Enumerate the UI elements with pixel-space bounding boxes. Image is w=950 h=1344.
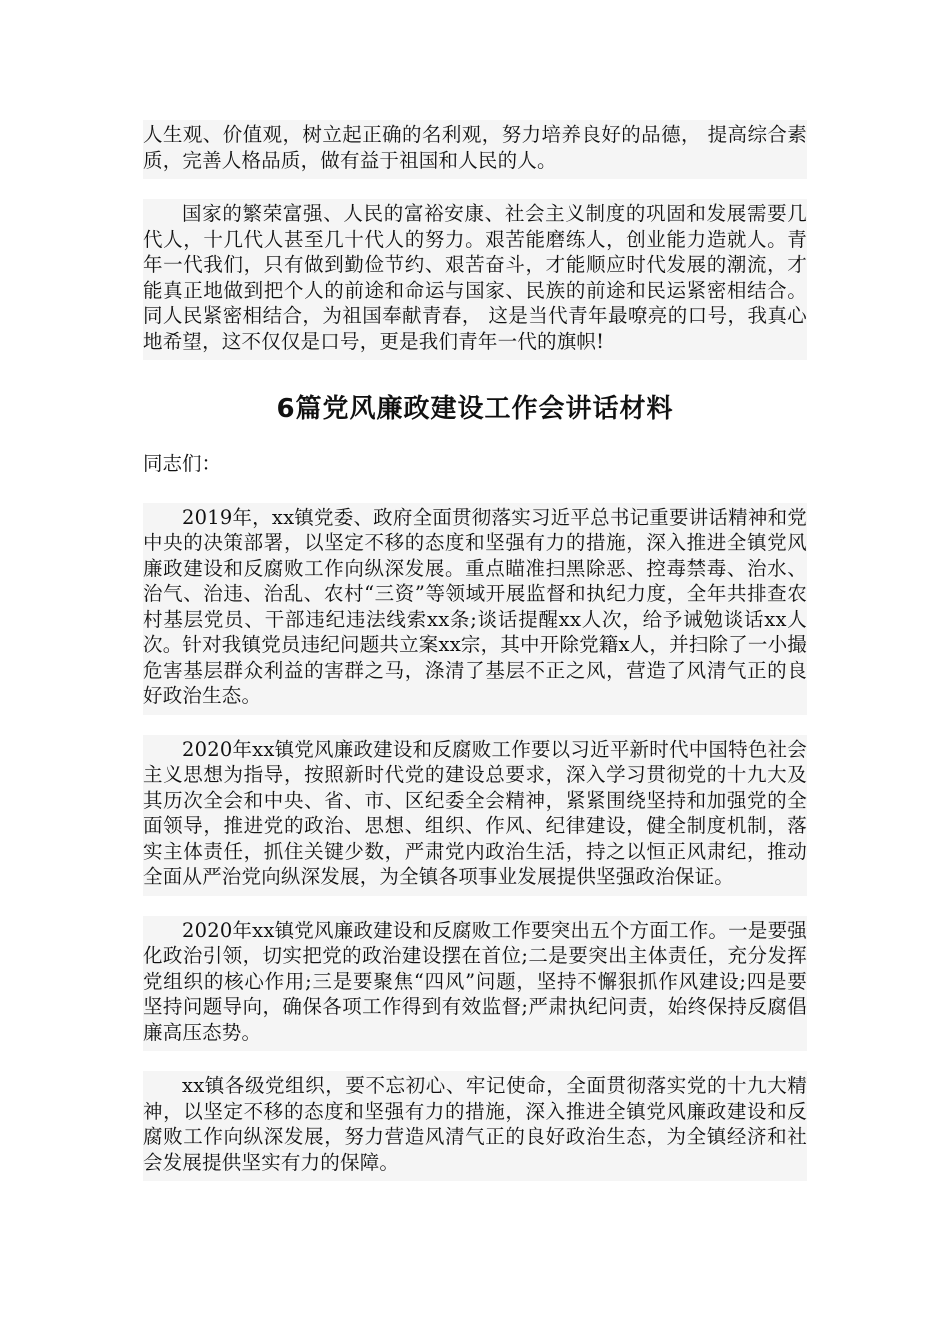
document-page	[143, 120, 807, 1181]
paragraph-gap	[143, 483, 807, 503]
paragraph-gap	[143, 179, 807, 199]
intro-paragraph-1: 人生观、价值观，树立起正确的名利观，努力培养良好的品德， 提高综合素质，完善人格品质，做有益于祖国和人民的人。	[143, 120, 807, 179]
body-paragraph-3: 2020年xx镇党风廉政建设和反腐败工作要突出五个方面工作。一是要强化政治引领，切实把党的政治建设摆在首位;二是要突出主体责任，充分发挥党组织的核心作用;三是要聚焦“四风”问题，坚持不懈狠抓作风建设;四是要坚持问题导向，确保各项工作得到有效监督;严肃执纪问责，始终保持反腐倡廉高压态势。	[143, 916, 807, 1052]
paragraph-gap	[143, 715, 807, 735]
paragraph-gap	[143, 896, 807, 916]
intro-paragraph-2: 国家的繁荣富强、人民的富裕安康、社会主义制度的巩固和发展需要几代人，十几代人甚至几十代人的努力。艰苦能磨练人，创业能力造就人。青年一代我们，只有做到勤俭节约、艰苦奋斗，才能顺应时代发展的潮流，才能真正地做到把个人的前途和命运与国家、民族的前途和民运紧密相结合。同人民紧密相结合，为祖国奉献青春， 这是当代青年最嘹亮的口号，我真心地希望，这不仅仅是口号，更是我们青年一代的旗帜!	[143, 199, 807, 360]
document-title: 6篇党风廉政建设工作会讲话材料	[276, 394, 674, 424]
paragraph-gap	[143, 1051, 807, 1071]
body-paragraph-2: 2020年xx镇党风廉政建设和反腐败工作要以习近平新时代中国特色社会主义思想为指导，按照新时代党的建设总要求，深入学习贯彻党的十九大及其历次全会和中央、省、市、区纪委全会精神，紧紧围绕坚持和加强党的全面领导，推进党的政治、思想、组织、作风、纪律建设，健全制度机制，落实主体责任，抓住关键少数，严肃党内政治生活，持之以恒正风肃纪，推动全面从严治党向纵深发展，为全镇各项事业发展提供坚强政治保证。	[143, 735, 807, 896]
body-paragraph-1: 2019年，xx镇党委、政府全面贯彻落实习近平总书记重要讲话精神和党中央的决策部署，以坚定不移的态度和坚强有力的措施，深入推进全镇党风廉政建设和反腐败工作向纵深发展。重点瞄准扫黑除恶、控毒禁毒、治水、治气、治违、治乱、农村“三资”等领域开展监督和执纪力度，全年共排查农村基层党员、干部违纪违法线索xx条;谈话提醒xx人次，给予诫勉谈话xx人次。针对我镇党员违纪问题共立案xx宗，其中开除党籍x人，并扫除了一小撮危害基层群众利益的害群之马，涤清了基层不正之风，营造了风清气正的良好政治生态。	[143, 503, 807, 715]
body-paragraph-4: xx镇各级党组织，要不忘初心、牢记使命，全面贯彻落实党的十九大精神，以坚定不移的态度和坚强有力的措施，深入推进全镇党风廉政建设和反腐败工作向纵深发展，努力营造风清气正的良好政治生态，为全镇经济和社会发展提供坚实有力的保障。	[143, 1071, 807, 1181]
salutation: 同志们：	[143, 452, 222, 475]
